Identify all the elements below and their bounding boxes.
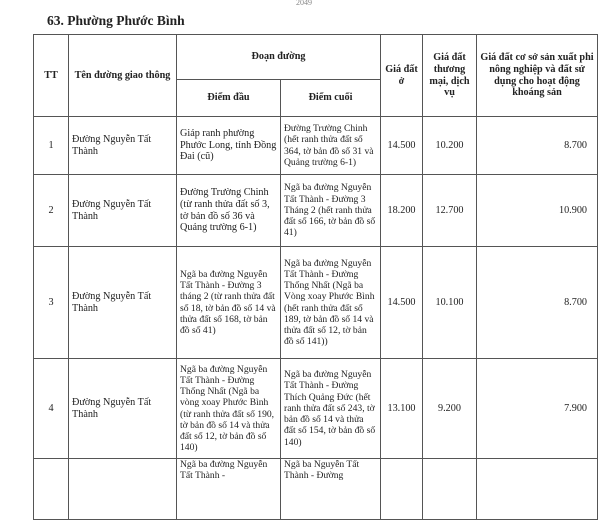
commercial-price: 9.200: [423, 359, 477, 459]
segment-start: Ngã ba đường Nguyễn Tất Thành -: [177, 459, 281, 520]
header-production-price: Giá đất cơ sở sản xuất phi nông nghiệp và đất sử dụng cho hoạt động khoáng sản: [477, 35, 598, 117]
segment-start: Giáp ranh phường Phước Long, tỉnh Đồng Đai (cũ): [177, 117, 281, 175]
commercial-price: 10.200: [423, 117, 477, 175]
row-number: [34, 459, 69, 520]
header-end-point: Điểm cuối: [281, 80, 381, 117]
row-number: 2: [34, 175, 69, 247]
production-price: 7.900: [477, 359, 598, 459]
table-row: [34, 117, 598, 175]
production-price: 8.700: [477, 117, 598, 175]
row-number: 3: [34, 247, 69, 359]
segment-end: Ngã ba đường Nguyễn Tất Thành - Đường 3 Tháng 2 (hết ranh thửa đất số 166, tờ bản đồ số 41): [281, 175, 381, 247]
row-number: 1: [34, 117, 69, 175]
street-name: [69, 459, 177, 520]
production-price: [477, 459, 598, 520]
residential-price: 18.200: [381, 175, 423, 247]
segment-start: Ngã ba đường Nguyễn Tất Thành - Đường Thống Nhất (Ngã ba vòng xoay Phước Bình (từ ranh thửa đất số 190, tờ bản đồ số 14 và thửa đất số 12, tờ bản đồ số 140): [177, 359, 281, 459]
residential-price: 14.500: [381, 247, 423, 359]
land-price-table: [33, 34, 598, 520]
commercial-price: 10.100: [423, 247, 477, 359]
table-row: [34, 247, 598, 359]
residential-price: 14.500: [381, 117, 423, 175]
header-commercial-price: Giá đất thương mại, dịch vụ: [423, 35, 477, 117]
header-start-point: Điểm đầu: [177, 80, 281, 117]
segment-start: Đường Trường Chinh (từ ranh thửa đất số 3, tờ bản đồ số 36 và Quảng trường 6-1): [177, 175, 281, 247]
street-name: Đường Nguyễn Tất Thành: [69, 247, 177, 359]
street-name: Đường Nguyễn Tất Thành: [69, 117, 177, 175]
header-residential-price: Giá đất ở: [381, 35, 423, 117]
header-segment: Đoạn đường: [177, 35, 381, 80]
header-tt: TT: [34, 35, 69, 117]
segment-end: Ngã ba đường Nguyễn Tất Thành - Đường Thích Quảng Đức (hết ranh thửa đất số 243, tờ bản đồ số 14 và thửa đất số 154, tờ bản đồ số 140): [281, 359, 381, 459]
residential-price: 13.100: [381, 359, 423, 459]
segment-end: Ngã ba Nguyễn Tất Thành - Đường: [281, 459, 381, 520]
street-name: Đường Nguyễn Tất Thành: [69, 175, 177, 247]
street-name: Đường Nguyễn Tất Thành: [69, 359, 177, 459]
segment-end: Đường Trường Chinh (hết ranh thửa đất số 364, tờ bản đồ số 31 và Quảng trường 6-1): [281, 117, 381, 175]
production-price: 10.900: [477, 175, 598, 247]
commercial-price: 12.700: [423, 175, 477, 247]
page-number: 2049: [296, 0, 312, 7]
commercial-price: [423, 459, 477, 520]
section-title: 63. Phường Phước Bình: [47, 13, 185, 28]
segment-end: Ngã ba đường Nguyễn Tất Thành - Đường Thống Nhất (Ngã ba Vòng xoay Phước Bình (hết ranh thửa đất số 189, tờ bản đồ số 14 và thửa đất số 12, tờ bản đồ số 141)): [281, 247, 381, 359]
table-row: [34, 459, 598, 520]
table-row: [34, 175, 598, 247]
table-row: [34, 359, 598, 459]
residential-price: [381, 459, 423, 520]
production-price: 8.700: [477, 247, 598, 359]
segment-start: Ngã ba đường Nguyễn Tất Thành - Đường 3 tháng 2 (từ ranh thửa đất số 18, tờ bản đồ số 14 và thửa đất số 168, tờ bản đồ số 41): [177, 247, 281, 359]
header-street-name: Tên đường giao thông: [69, 35, 177, 117]
row-number: 4: [34, 359, 69, 459]
